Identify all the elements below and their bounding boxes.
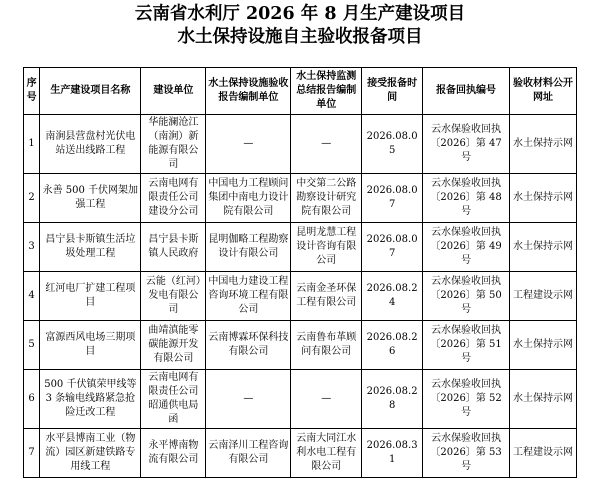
cell-monitor-preparer: 中交第二公路勘察设计研究院有限公司 <box>291 174 362 223</box>
cell-date: 2026.08.24 <box>362 272 423 321</box>
header-seq: 序号 <box>24 68 40 115</box>
table-row <box>24 115 577 174</box>
title-line-2: 水土保持设施自主验收报备项目 <box>177 27 423 47</box>
cell-report-preparer: — <box>206 370 291 429</box>
cell-builder: 云南电网有限责任公司昭通供电局函 <box>141 370 206 429</box>
cell-date: 2026.08.07 <box>362 223 423 272</box>
table-header-row <box>24 68 577 115</box>
table-row <box>24 321 577 370</box>
cell-date: 2026.08.31 <box>362 429 423 478</box>
cell-seq: 5 <box>24 321 40 370</box>
cell-date: 2026.08.26 <box>362 321 423 370</box>
project-table <box>23 67 577 478</box>
cell-report-preparer: 云南博霖环保科技有限公司 <box>206 321 291 370</box>
cell-report-preparer: 中国电力工程顾问集团中南电力设计院有限公司 <box>206 174 291 223</box>
cell-monitor-preparer: 昆明龙慧工程设计咨询有限公司 <box>291 223 362 272</box>
header-name: 生产建设项目名称 <box>40 68 141 115</box>
cell-report-preparer: — <box>206 115 291 174</box>
cell-builder: 云能（红河）发电有限公司 <box>141 272 206 321</box>
header-site: 验收材料公开网址 <box>510 68 577 115</box>
cell-builder: 云南电网有限责任公司建设分公司 <box>141 174 206 223</box>
cell-monitor-preparer: 云南金圣环保工程有限公司 <box>291 272 362 321</box>
header-date: 接受报备时间 <box>362 68 423 115</box>
header-unit: 建设单位 <box>141 68 206 115</box>
cell-seq: 1 <box>24 115 40 174</box>
header-receipt: 报备回执编号 <box>423 68 510 115</box>
cell-builder: 永平博南物流有限公司 <box>141 429 206 478</box>
cell-monitor-preparer: — <box>291 115 362 174</box>
cell-project-name: 永善 500 千伏网架加强工程 <box>40 174 141 223</box>
document-title <box>0 3 600 49</box>
cell-receipt-no: 云水保验收回执〔2026〕第 47 号 <box>423 115 510 174</box>
cell-builder: 华能澜沧江（南涧）新能源有限公司 <box>141 115 206 174</box>
cell-site: 水土保持示网 <box>510 174 577 223</box>
cell-receipt-no: 云水保验收回执〔2026〕第 52 号 <box>423 370 510 429</box>
cell-receipt-no: 云水保验收回执〔2026〕第 51 号 <box>423 321 510 370</box>
cell-builder: 曲靖滇能零碳能源开发有限公司 <box>141 321 206 370</box>
cell-date: 2026.08.07 <box>362 174 423 223</box>
table-row <box>24 429 577 478</box>
cell-project-name: 富源西风电场三期项目 <box>40 321 141 370</box>
cell-receipt-no: 云水保验收回执〔2026〕第 50 号 <box>423 272 510 321</box>
cell-project-name: 500 千伏镇荣甲线等 3 条输电线路紧急抢险迁改工程 <box>40 370 141 429</box>
table-row <box>24 174 577 223</box>
cell-report-preparer: 云南泽川工程咨询有限公司 <box>206 429 291 478</box>
cell-seq: 2 <box>24 174 40 223</box>
header-monitor: 水土保持监测总结报告编制单位 <box>291 68 362 115</box>
cell-project-name: 红河电厂扩建工程项目 <box>40 272 141 321</box>
header-prep: 水土保持设施验收报告编制单位 <box>206 68 291 115</box>
cell-receipt-no: 云水保验收回执〔2026〕第 48 号 <box>423 174 510 223</box>
cell-site: 水土保持示网 <box>510 115 577 174</box>
cell-builder: 昌宁县卡斯镇人民政府 <box>141 223 206 272</box>
cell-receipt-no: 云水保验收回执〔2026〕第 49 号 <box>423 223 510 272</box>
cell-project-name: 水平县博南工业（物流）园区新建铁路专用线工程 <box>40 429 141 478</box>
table-row <box>24 272 577 321</box>
document-page <box>0 3 600 476</box>
table-row <box>24 223 577 272</box>
table-row <box>24 370 577 429</box>
cell-date: 2026.08.05 <box>362 115 423 174</box>
cell-date: 2026.08.28 <box>362 370 423 429</box>
cell-site: 工程建设示网 <box>510 272 577 321</box>
cell-site: 工程建设示网 <box>510 429 577 478</box>
cell-seq: 6 <box>24 370 40 429</box>
cell-site: 水土保持示网 <box>510 370 577 429</box>
cell-receipt-no: 云水保验收回执〔2026〕第 53 号 <box>423 429 510 478</box>
cell-monitor-preparer: — <box>291 370 362 429</box>
cell-site: 水土保持示网 <box>510 321 577 370</box>
cell-seq: 4 <box>24 272 40 321</box>
cell-seq: 7 <box>24 429 40 478</box>
cell-project-name: 昌宁县卡斯镇生活垃圾处理工程 <box>40 223 141 272</box>
cell-monitor-preparer: 云南鲁布革顾问有限公司 <box>291 321 362 370</box>
cell-project-name: 南涧县营盘村光伏电站送出线路工程 <box>40 115 141 174</box>
cell-site: 水土保持示网 <box>510 223 577 272</box>
cell-report-preparer: 中国电力建设工程咨询环境工程有限公司 <box>206 272 291 321</box>
cell-monitor-preparer: 云南大同江水利水电工程有限公司 <box>291 429 362 478</box>
title-line-1: 云南省水利厅 2026 年 8 月生产建设项目 <box>134 4 466 24</box>
cell-seq: 3 <box>24 223 40 272</box>
cell-report-preparer: 昆明伽略工程勘察设计有限公司 <box>206 223 291 272</box>
